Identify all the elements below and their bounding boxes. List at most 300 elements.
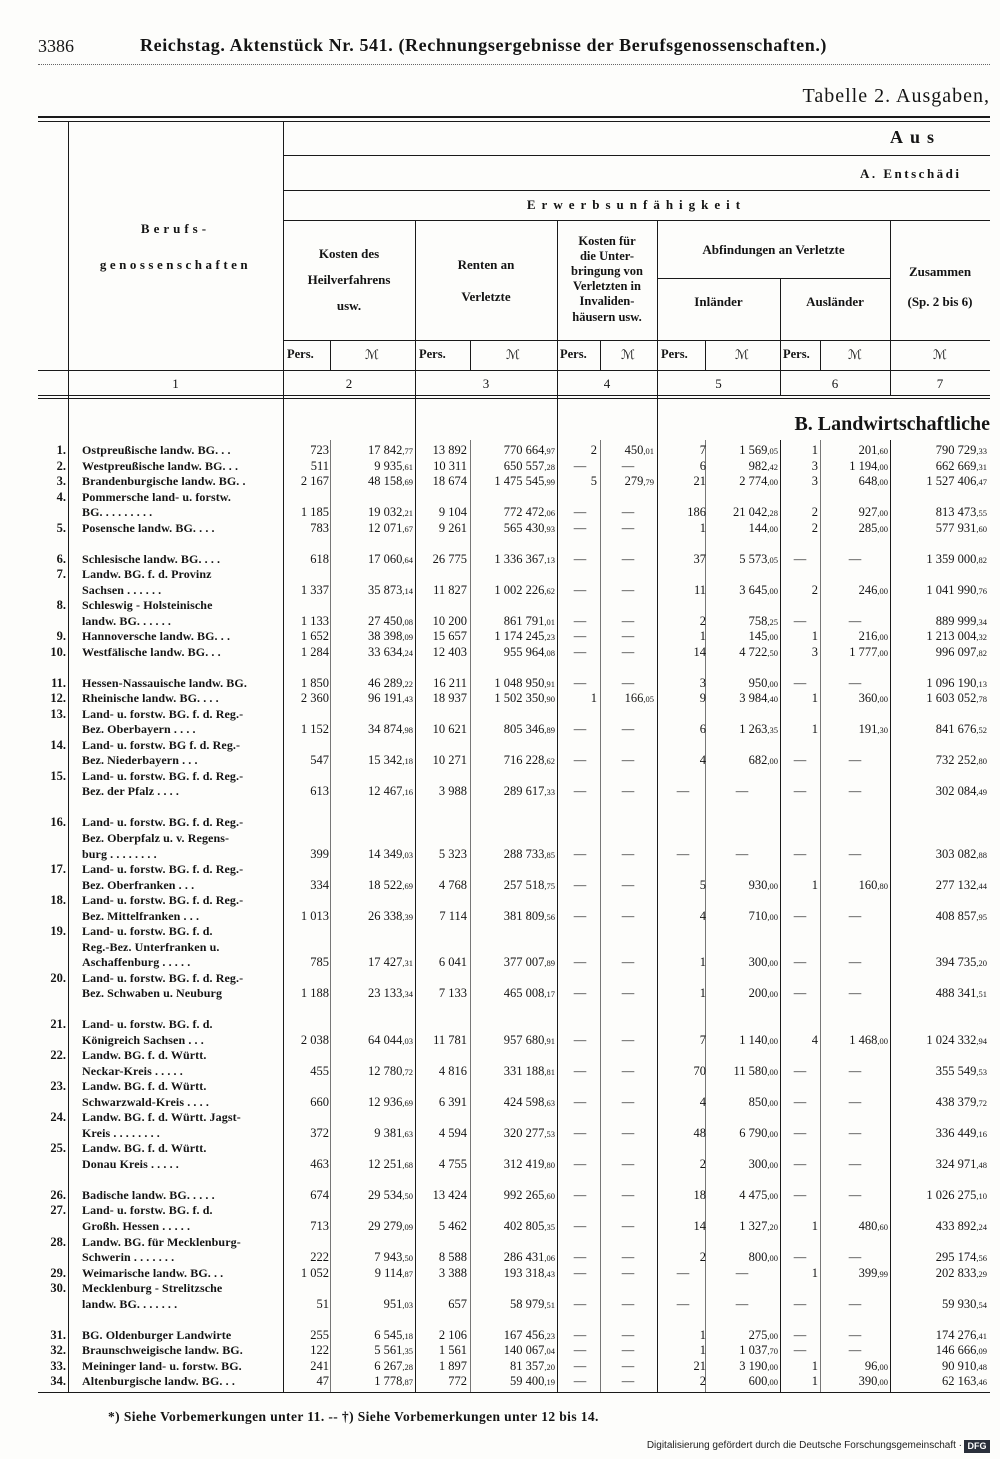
column-number: 4 xyxy=(603,376,611,391)
cell-c3-amount: 377 007,89 xyxy=(503,955,555,970)
cell-c6-persons: 3 xyxy=(811,644,818,659)
association-name: Bez. Mittelfranken . . . xyxy=(82,908,200,923)
cell-c4-amount: — xyxy=(621,753,635,768)
cell-c5-persons: 37 xyxy=(693,551,706,566)
association-name: Hessen-Nassauische landw. BG. xyxy=(82,675,247,690)
cell-c5-amount: 2 774,00 xyxy=(739,474,778,489)
association-name: BG. . . . . . . . . xyxy=(82,505,153,520)
cell-c3-amount: 58 979,51 xyxy=(510,1296,555,1311)
cell-c4-amount: — xyxy=(621,644,635,659)
cell-c2-amount: 27 450,08 xyxy=(368,613,413,628)
table-rule xyxy=(600,440,601,1392)
cell-c2-persons: 783 xyxy=(310,520,329,535)
cell-c2-amount: 17 060,64 xyxy=(368,551,413,566)
cell-c3-persons: 10 200 xyxy=(432,613,467,628)
cell-c3-amount: 465 008,17 xyxy=(503,986,555,1001)
cell-c3-persons: 772 xyxy=(448,1374,467,1389)
cell-c6-amount: 1 468,00 xyxy=(849,1032,888,1047)
header-top: Aus xyxy=(890,127,942,147)
header-mark: ℳ xyxy=(735,347,749,362)
association-name: Großh. Hessen . . . . . xyxy=(82,1219,191,1233)
row-number: 2. xyxy=(56,458,66,473)
cell-c3-persons: 6 041 xyxy=(438,955,467,970)
cell-c5-amount: 3 984,40 xyxy=(739,691,778,706)
cell-c4-amount: — xyxy=(621,458,635,473)
cell-c5-persons: 2 xyxy=(699,1374,706,1389)
association-name: Bez. Schwaben u. Neuburg xyxy=(82,986,223,1001)
association-name: Posensche landw. BG. . . . xyxy=(82,520,215,535)
cell-c4-persons: — xyxy=(573,1125,587,1140)
cell-c3-persons: 4 816 xyxy=(438,1063,467,1078)
cell-c2-persons: 241 xyxy=(310,1358,329,1373)
cell-c4-persons: — xyxy=(573,1343,587,1358)
cell-c4-persons: — xyxy=(573,551,587,566)
column-number: 2 xyxy=(345,376,353,391)
header-group: Erwerbsunfähigkeit xyxy=(526,197,747,212)
association-name: Bez. Oberfranken . . . xyxy=(82,877,195,892)
cell-c5-amount: 200,00 xyxy=(748,986,778,1001)
cell-c5-persons: 11 xyxy=(693,582,706,597)
table-rule xyxy=(470,340,471,370)
cell-c6-amount: 191,30 xyxy=(858,722,888,737)
cell-c2-amount: 12 936,69 xyxy=(368,1094,413,1109)
association-name: Donau Kreis . . . . . xyxy=(82,1156,179,1171)
header-col2-line1: Kosten des xyxy=(318,246,380,261)
header-persons: Pers. xyxy=(287,347,314,361)
cell-c5-persons: 6 xyxy=(699,458,706,473)
cell-c3-amount: 193 318,43 xyxy=(503,1265,555,1280)
cell-c2-amount: 6 267,28 xyxy=(374,1358,413,1373)
cell-c5-amount: 1 263,35 xyxy=(739,722,778,737)
header-col1-line1: Berufs- xyxy=(140,221,211,236)
header-mark: ℳ xyxy=(365,347,379,362)
association-name: Schwerin . . . . . . . xyxy=(82,1250,175,1265)
cell-c4-persons: — xyxy=(573,644,587,659)
cell-c6-amount: — xyxy=(848,1296,862,1311)
cell-c4-persons: — xyxy=(573,753,587,768)
cell-c2-amount: 48 158,69 xyxy=(368,474,413,489)
cell-c2-persons: 785 xyxy=(310,955,329,970)
cell-c3-persons: 5 323 xyxy=(438,846,467,861)
cell-c2-persons: 723 xyxy=(310,443,329,457)
cell-c5-persons: 5 xyxy=(699,877,706,892)
cell-c3-amount: 1 048 950,91 xyxy=(494,675,555,690)
row-number: 24. xyxy=(50,1110,66,1125)
cell-c2-persons: 613 xyxy=(310,784,329,799)
cell-c6-amount: — xyxy=(848,908,862,923)
cell-c3-persons: 9 104 xyxy=(438,505,467,520)
cell-c3-persons: 26 775 xyxy=(432,551,467,566)
cell-c3-persons: 2 106 xyxy=(438,1327,467,1342)
cell-c3-persons: 12 403 xyxy=(432,644,467,659)
association-name: Land- u. forstw. BG. f. d. xyxy=(82,1017,213,1032)
association-name: Westfälische landw. BG. . . xyxy=(82,644,221,659)
cell-c6-persons: — xyxy=(793,1343,807,1358)
cell-c5-amount: 682,00 xyxy=(748,753,778,768)
cell-c6-persons: 2 xyxy=(811,582,818,597)
cell-c5-persons: 1 xyxy=(699,1343,706,1358)
association-name: Landw. BG. f. d. Württ. xyxy=(82,1048,207,1063)
association-name: Braunschweigische landw. BG. xyxy=(82,1343,243,1358)
header-dotted-rule xyxy=(38,64,990,65)
cell-c2-amount: 5 561,35 xyxy=(374,1343,413,1358)
cell-c2-persons: 547 xyxy=(310,753,329,768)
cell-c4-persons: — xyxy=(573,1187,587,1202)
header-col1-line2: genossenschaften xyxy=(99,257,252,272)
cell-c4-amount: — xyxy=(621,722,635,737)
cell-c5-amount: 145,00 xyxy=(748,629,778,644)
cell-c7-total: 662 669,31 xyxy=(935,458,987,473)
table-rule xyxy=(705,340,706,370)
cell-c5-amount: — xyxy=(735,1265,749,1280)
association-name: Aschaffenburg . . . . . xyxy=(82,955,191,970)
cell-c6-amount: — xyxy=(848,1125,862,1140)
cell-c5-amount: 850,00 xyxy=(748,1094,778,1109)
cell-c4-amount: 166,05 xyxy=(624,691,654,706)
cell-c6-persons: — xyxy=(793,1094,807,1109)
header-col6: Ausländer xyxy=(806,294,864,309)
cell-c3-persons: 4 755 xyxy=(438,1156,467,1171)
cell-c6-amount: 399,99 xyxy=(858,1265,888,1280)
cell-c6-persons: 1 xyxy=(811,722,818,737)
cell-c4-amount: — xyxy=(621,1063,635,1078)
header-mark: ℳ xyxy=(621,347,635,362)
cell-c4-persons: — xyxy=(573,505,587,520)
cell-c3-amount: 716 228,62 xyxy=(503,753,555,768)
cell-c2-amount: 12 780,72 xyxy=(368,1063,413,1078)
column-number: 3 xyxy=(482,376,490,391)
cell-c7-total: 336 449,16 xyxy=(935,1125,987,1140)
cell-c2-amount: 17 842,77 xyxy=(368,443,413,457)
cell-c6-persons: — xyxy=(793,675,807,690)
cell-c6-amount: 360,00 xyxy=(858,691,888,706)
row-number: 26. xyxy=(50,1187,66,1202)
association-name: Meininger land- u. forstw. BG. xyxy=(82,1358,242,1373)
cell-c7-total: 577 931,60 xyxy=(935,520,987,535)
cell-c5-amount: 758,25 xyxy=(748,613,778,628)
cell-c7-total: 355 549,53 xyxy=(935,1063,987,1078)
table-rule xyxy=(820,440,821,1392)
association-name: Land- u. forstw. BG. f. d. xyxy=(82,924,213,939)
cell-c6-persons: 1 xyxy=(811,1374,818,1389)
association-name: Altenburgische landw. BG. . . xyxy=(82,1374,235,1389)
cell-c2-persons: 2 038 xyxy=(300,1032,329,1047)
row-number: 33. xyxy=(50,1358,66,1373)
cell-c6-persons: — xyxy=(793,986,807,1001)
cell-c5-persons: 1 xyxy=(699,629,706,644)
association-name: burg . . . . . . . . xyxy=(82,846,157,861)
cell-c6-amount: — xyxy=(848,1250,862,1265)
cell-c4-amount: 450,01 xyxy=(624,443,654,457)
cell-c5-persons: 7 xyxy=(699,443,706,457)
cell-c6-amount: 246,00 xyxy=(858,582,888,597)
column-number: 1 xyxy=(172,376,179,391)
cell-c2-amount: 18 522,69 xyxy=(368,877,413,892)
cell-c6-persons: 1 xyxy=(811,691,818,706)
cell-c3-amount: 140 067,04 xyxy=(503,1343,555,1358)
cell-c2-persons: 255 xyxy=(310,1327,329,1342)
cell-c3-amount: 772 472,06 xyxy=(503,505,555,520)
cell-c4-persons: 1 xyxy=(590,691,597,706)
cell-c6-persons: — xyxy=(793,1296,807,1311)
cell-c5-persons: 18 xyxy=(693,1187,706,1202)
cell-c2-amount: 64 044,03 xyxy=(368,1032,413,1047)
cell-c2-persons: 1 188 xyxy=(300,986,329,1001)
cell-c5-persons: 2 xyxy=(699,1156,706,1171)
cell-c6-persons: 3 xyxy=(811,458,818,473)
cell-c3-persons: 18 937 xyxy=(432,691,467,706)
row-number: 28. xyxy=(50,1234,66,1249)
cell-c5-amount: 982,42 xyxy=(748,458,778,473)
row-number: 11. xyxy=(51,675,66,690)
cell-c3-amount: 320 277,53 xyxy=(503,1125,555,1140)
cell-c6-amount: — xyxy=(848,1187,862,1202)
cell-c5-persons: 186 xyxy=(687,505,706,520)
row-number: 19. xyxy=(50,924,66,939)
table-rule xyxy=(283,340,990,341)
cell-c3-persons: 657 xyxy=(448,1296,467,1311)
cell-c5-amount: 930,00 xyxy=(748,877,778,892)
cell-c5-persons: 1 xyxy=(699,520,706,535)
association-name: Land- u. forstw. BG. f. d. Reg.- xyxy=(82,893,244,908)
cell-c5-persons: 14 xyxy=(693,1219,706,1233)
cell-c3-persons: 6 391 xyxy=(438,1094,467,1109)
cell-c6-amount: 285,00 xyxy=(858,520,888,535)
cell-c5-persons: 6 xyxy=(699,722,706,737)
association-name: Schwarzwald-Kreis . . . . xyxy=(82,1094,209,1109)
association-name: Ostpreußische landw. BG. . . xyxy=(82,443,231,457)
cell-c2-amount: 9 381,63 xyxy=(374,1125,413,1140)
cell-c3-amount: 424 598,63 xyxy=(503,1094,555,1109)
header-col4-line5: Invaliden- xyxy=(579,294,635,308)
cell-c2-amount: 34 874,98 xyxy=(368,722,413,737)
association-name: BG. Oldenburger Landwirte xyxy=(82,1327,232,1342)
cell-c7-total: 996 097,82 xyxy=(935,644,987,659)
cell-c2-amount: 38 398,09 xyxy=(368,629,413,644)
row-number: 4. xyxy=(56,489,66,504)
row-number: 18. xyxy=(50,893,66,908)
header-col3-line2: Verletzte xyxy=(461,289,511,304)
cell-c6-amount: — xyxy=(848,1063,862,1078)
cell-c5-amount: 1 327,20 xyxy=(739,1219,778,1233)
cell-c3-persons: 10 271 xyxy=(432,753,467,768)
cell-c4-persons: — xyxy=(573,1296,587,1311)
header-col4-line2: die Unter- xyxy=(579,249,635,263)
row-number: 3. xyxy=(56,474,66,489)
cell-c3-amount: 312 419,80 xyxy=(503,1156,555,1171)
cell-c5-amount: 144,00 xyxy=(748,520,778,535)
table-rule xyxy=(557,220,558,1392)
cell-c4-amount: — xyxy=(621,1327,635,1342)
cell-c6-persons: — xyxy=(793,613,807,628)
cell-c2-amount: 6 545,18 xyxy=(374,1327,413,1342)
cell-c7-total: 90 910,48 xyxy=(942,1358,987,1373)
cell-c7-total: 1 096 190,13 xyxy=(926,675,987,690)
cell-c4-persons: — xyxy=(573,784,587,799)
cell-c3-persons: 1 561 xyxy=(438,1343,467,1358)
cell-c5-amount: 11 580,00 xyxy=(733,1063,778,1078)
cell-c4-amount: — xyxy=(621,1032,635,1047)
cell-c7-total: 302 084,49 xyxy=(935,784,987,799)
table-rule xyxy=(890,440,891,1392)
cell-c5-amount: 3 190,00 xyxy=(739,1358,778,1373)
header-mark: ℳ xyxy=(506,347,520,362)
association-name: Rheinische landw. BG. . . . xyxy=(82,691,219,706)
column-number: 6 xyxy=(831,376,839,391)
cell-c6-persons: 1 xyxy=(811,629,818,644)
table-rule xyxy=(283,220,990,221)
cell-c3-amount: 957 680,91 xyxy=(503,1032,555,1047)
cell-c6-persons: — xyxy=(793,1156,807,1171)
cell-c5-amount: 600,00 xyxy=(748,1374,778,1389)
cell-c5-persons: 1 xyxy=(699,986,706,1001)
cell-c2-amount: 12 467,16 xyxy=(368,784,413,799)
cell-c5-amount: 4 722,50 xyxy=(739,644,778,659)
table-rule xyxy=(705,440,706,1392)
row-number: 6. xyxy=(56,551,66,566)
cell-c3-amount: 331 188,81 xyxy=(503,1063,555,1078)
table-rule xyxy=(38,398,990,399)
cell-c6-amount: 201,60 xyxy=(858,443,888,457)
header-col3-line1: Renten an xyxy=(457,257,515,272)
cell-c6-amount: 648,00 xyxy=(858,474,888,489)
cell-c6-persons: 1 xyxy=(811,1358,818,1373)
association-name: Königreich Sachsen . . . xyxy=(82,1032,204,1047)
row-number: 21. xyxy=(50,1017,66,1032)
cell-c5-amount: 4 475,00 xyxy=(739,1187,778,1202)
cell-c7-total: 62 163,46 xyxy=(942,1374,987,1389)
cell-c7-total: 324 971,48 xyxy=(935,1156,987,1171)
cell-c6-amount: — xyxy=(848,955,862,970)
cell-c4-amount: — xyxy=(621,1125,635,1140)
cell-c3-amount: 770 664,97 xyxy=(503,443,555,457)
footnote: *) Siehe Vorbemerkungen unter 11. -- †) Siehe Vorbemerkungen unter 12 bis 14. xyxy=(108,1409,599,1424)
cell-c3-persons: 4 594 xyxy=(438,1125,467,1140)
cell-c3-persons: 10 621 xyxy=(432,722,467,737)
cell-c2-amount: 96 191,43 xyxy=(368,691,413,706)
cell-c2-amount: 15 342,18 xyxy=(368,753,413,768)
cell-c4-amount: — xyxy=(621,955,635,970)
table-rule xyxy=(38,121,990,122)
cell-c3-amount: 257 518,75 xyxy=(503,877,555,892)
association-name: Bez. Niederbayern . . . xyxy=(82,753,198,768)
cell-c5-persons: 1 xyxy=(699,955,706,970)
cell-c2-amount: 46 289,22 xyxy=(368,675,413,690)
cell-c6-persons: — xyxy=(793,753,807,768)
cell-c7-total: 174 276,41 xyxy=(935,1327,987,1342)
cell-c2-persons: 47 xyxy=(316,1374,329,1389)
cell-c6-amount: — xyxy=(848,784,862,799)
section-heading: B. Landwirtschaftliche xyxy=(790,413,990,436)
table-rule xyxy=(330,440,331,1392)
header-persons: Pers. xyxy=(419,347,446,361)
cell-c7-total: 1 024 332,94 xyxy=(926,1032,987,1047)
cell-c3-amount: 1 002 226,62 xyxy=(494,582,555,597)
cell-c4-persons: — xyxy=(573,1156,587,1171)
cell-c7-total: 438 379,72 xyxy=(935,1094,987,1109)
cell-c2-persons: 399 xyxy=(310,846,329,861)
cell-c4-persons: — xyxy=(573,1032,587,1047)
cell-c3-persons: 11 827 xyxy=(433,582,467,597)
association-name: Sachsen . . . . . . xyxy=(82,582,162,597)
table-rule xyxy=(68,121,69,1392)
cell-c7-total: 295 174,56 xyxy=(935,1250,987,1265)
cell-c5-persons: 21 xyxy=(693,1358,706,1373)
cell-c2-persons: 1 185 xyxy=(300,505,329,520)
cell-c4-amount: — xyxy=(621,1374,635,1389)
cell-c6-amount: — xyxy=(848,1343,862,1358)
cell-c7-total: 202 833,29 xyxy=(935,1265,987,1280)
header-col56: Abfindungen an Verletzte xyxy=(702,242,845,257)
row-number: 9. xyxy=(56,629,66,644)
cell-c3-amount: 1 502 350,90 xyxy=(494,691,555,706)
association-name: Land- u. forstw. BG. f. d. Reg.- xyxy=(82,970,244,985)
cell-c3-amount: 167 456,23 xyxy=(503,1327,555,1342)
cell-c6-amount: 390,00 xyxy=(858,1374,888,1389)
association-name: Schlesische landw. BG. . . . xyxy=(82,551,221,566)
cell-c2-persons: 2 360 xyxy=(300,691,329,706)
table-rule xyxy=(330,340,331,370)
column-number: 5 xyxy=(715,376,722,391)
cell-c2-amount: 29 279,09 xyxy=(368,1219,413,1233)
header-col2-line3: usw. xyxy=(336,298,362,313)
cell-c2-persons: 1 284 xyxy=(300,644,329,659)
header-persons: Pers. xyxy=(560,347,587,361)
cell-c3-persons: 1 897 xyxy=(438,1358,467,1373)
cell-c2-amount: 35 873,14 xyxy=(368,582,413,597)
cell-c4-amount: — xyxy=(621,1250,635,1265)
cell-c4-amount: — xyxy=(621,1094,635,1109)
cell-c5-persons: 4 xyxy=(699,753,706,768)
cell-c4-persons: — xyxy=(573,582,587,597)
table-rule xyxy=(780,440,781,1392)
cell-c2-persons: 1 652 xyxy=(300,629,329,644)
table-rule xyxy=(657,278,890,279)
cell-c3-amount: 286 431,06 xyxy=(503,1250,555,1265)
association-name: Landw. BG. f. d. Württ. xyxy=(82,1079,207,1094)
association-name: landw. BG. . . . . . xyxy=(82,613,172,628)
cell-c7-total: 488 341,51 xyxy=(935,986,987,1001)
cell-c2-persons: 713 xyxy=(310,1219,329,1233)
cell-c4-amount: — xyxy=(621,1219,635,1233)
cell-c6-amount: — xyxy=(848,551,862,566)
row-number: 27. xyxy=(50,1203,66,1218)
cell-c6-amount: — xyxy=(848,675,862,690)
cell-c6-amount: 480,60 xyxy=(858,1219,888,1233)
association-name: Neckar-Kreis . . . . . xyxy=(82,1063,183,1078)
cell-c2-persons: 1 133 xyxy=(300,613,329,628)
cell-c3-persons: 4 768 xyxy=(438,877,467,892)
cell-c7-total: 1 603 052,78 xyxy=(926,691,987,706)
cell-c2-persons: 51 xyxy=(316,1296,329,1311)
cell-c2-persons: 1 152 xyxy=(300,722,329,737)
cell-c7-total: 146 666,09 xyxy=(935,1343,987,1358)
cell-c6-persons: — xyxy=(793,908,807,923)
cell-c4-amount: — xyxy=(621,846,635,861)
running-title: Reichstag. Aktenstück Nr. 541. (Rechnungsergebnisse der Berufsgenossenschaften.) xyxy=(140,35,828,55)
cell-c2-persons: 222 xyxy=(310,1250,329,1265)
table-rule xyxy=(38,370,990,371)
cell-c2-amount: 29 534,50 xyxy=(368,1187,413,1202)
cell-c3-amount: 955 964,08 xyxy=(503,644,555,659)
header-sub: A. Entschädi xyxy=(860,166,962,181)
cell-c6-persons: 1 xyxy=(811,1219,818,1233)
cell-c2-persons: 455 xyxy=(310,1063,329,1078)
cell-c4-amount: — xyxy=(621,1296,635,1311)
cell-c2-persons: 1 337 xyxy=(300,582,329,597)
cell-c2-amount: 951,03 xyxy=(383,1296,413,1311)
cell-c3-persons: 7 133 xyxy=(438,986,467,1001)
